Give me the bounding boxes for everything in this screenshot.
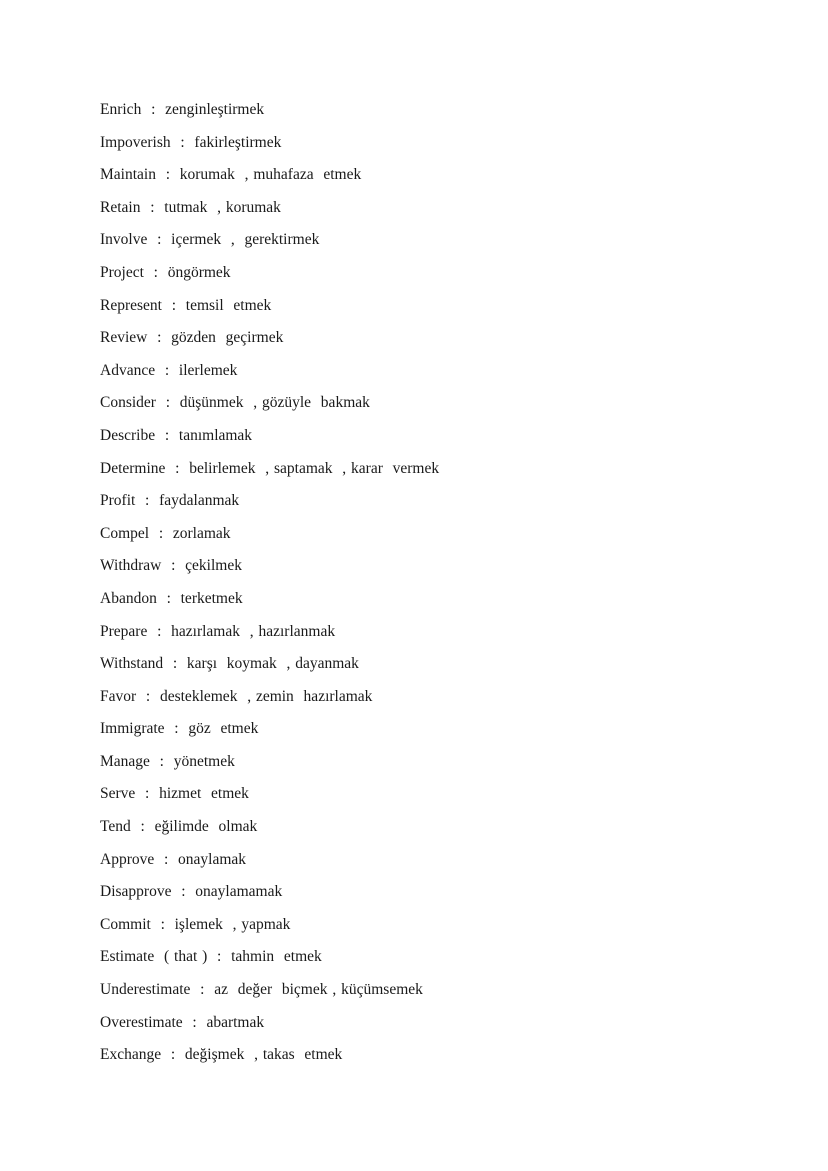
vocabulary-entry: Describe : tanımlamak [100, 426, 253, 444]
vocabulary-entry: Profit : faydalanmak [100, 492, 240, 510]
vocabulary-entry: Overestimate : abartmak [100, 1013, 265, 1031]
vocabulary-entry: Prepare : hazırlamak , hazırlanmak [100, 622, 336, 640]
vocabulary-entry: Estimate ( that ) : tahmin etmek [100, 948, 322, 966]
vocabulary-entry: Withdraw : çekilmek [100, 557, 242, 575]
vocabulary-list [100, 97, 439, 1075]
vocabulary-entry: Impoverish : fakirleştirmek [100, 133, 282, 151]
vocabulary-entry: Review : gözden geçirmek [100, 329, 284, 347]
vocabulary-entry: Commit : işlemek , yapmak [100, 915, 291, 933]
vocabulary-entry: Tend : eğilimde olmak [100, 818, 258, 836]
vocabulary-entry: Enrich : zenginleştirmek [100, 101, 265, 118]
vocabulary-entry: Exchange : değişmek , takas etmek [100, 1046, 343, 1064]
vocabulary-entry: Serve : hizmet etmek [100, 785, 249, 803]
vocabulary-entry: Advance : ilerlemek [100, 361, 238, 379]
vocabulary-entry: Approve : onaylamak [100, 850, 247, 868]
vocabulary-entry: Maintain : korumak , muhafaza etmek [100, 166, 362, 184]
vocabulary-entry: Favor : desteklemek , zemin hazırlamak [100, 687, 373, 705]
vocabulary-entry: Determine : belirlemek , saptamak , karar vermek [100, 459, 440, 477]
vocabulary-entry: Project : öngörmek [100, 263, 231, 281]
vocabulary-entry: Abandon : terketmek [100, 589, 243, 607]
vocabulary-entry: Involve : içermek , gerektirmek [100, 231, 320, 249]
vocabulary-entry: Disapprove : onaylamamak [100, 883, 283, 901]
vocabulary-entry: Immigrate : göz etmek [100, 720, 259, 738]
vocabulary-entry: Manage : yönetmek [100, 752, 235, 770]
vocabulary-entry: Represent : temsil etmek [100, 296, 272, 314]
vocabulary-entry: Retain : tutmak , korumak [100, 198, 281, 216]
vocabulary-entry: Compel : zorlamak [100, 524, 231, 542]
vocabulary-entry: Underestimate : az değer biçmek , küçümsemek [100, 981, 423, 999]
vocabulary-entry: Withstand : karşı koymak , dayanmak [100, 655, 359, 673]
vocabulary-entry: Consider : düşünmek , gözüyle bakmak [100, 394, 370, 412]
